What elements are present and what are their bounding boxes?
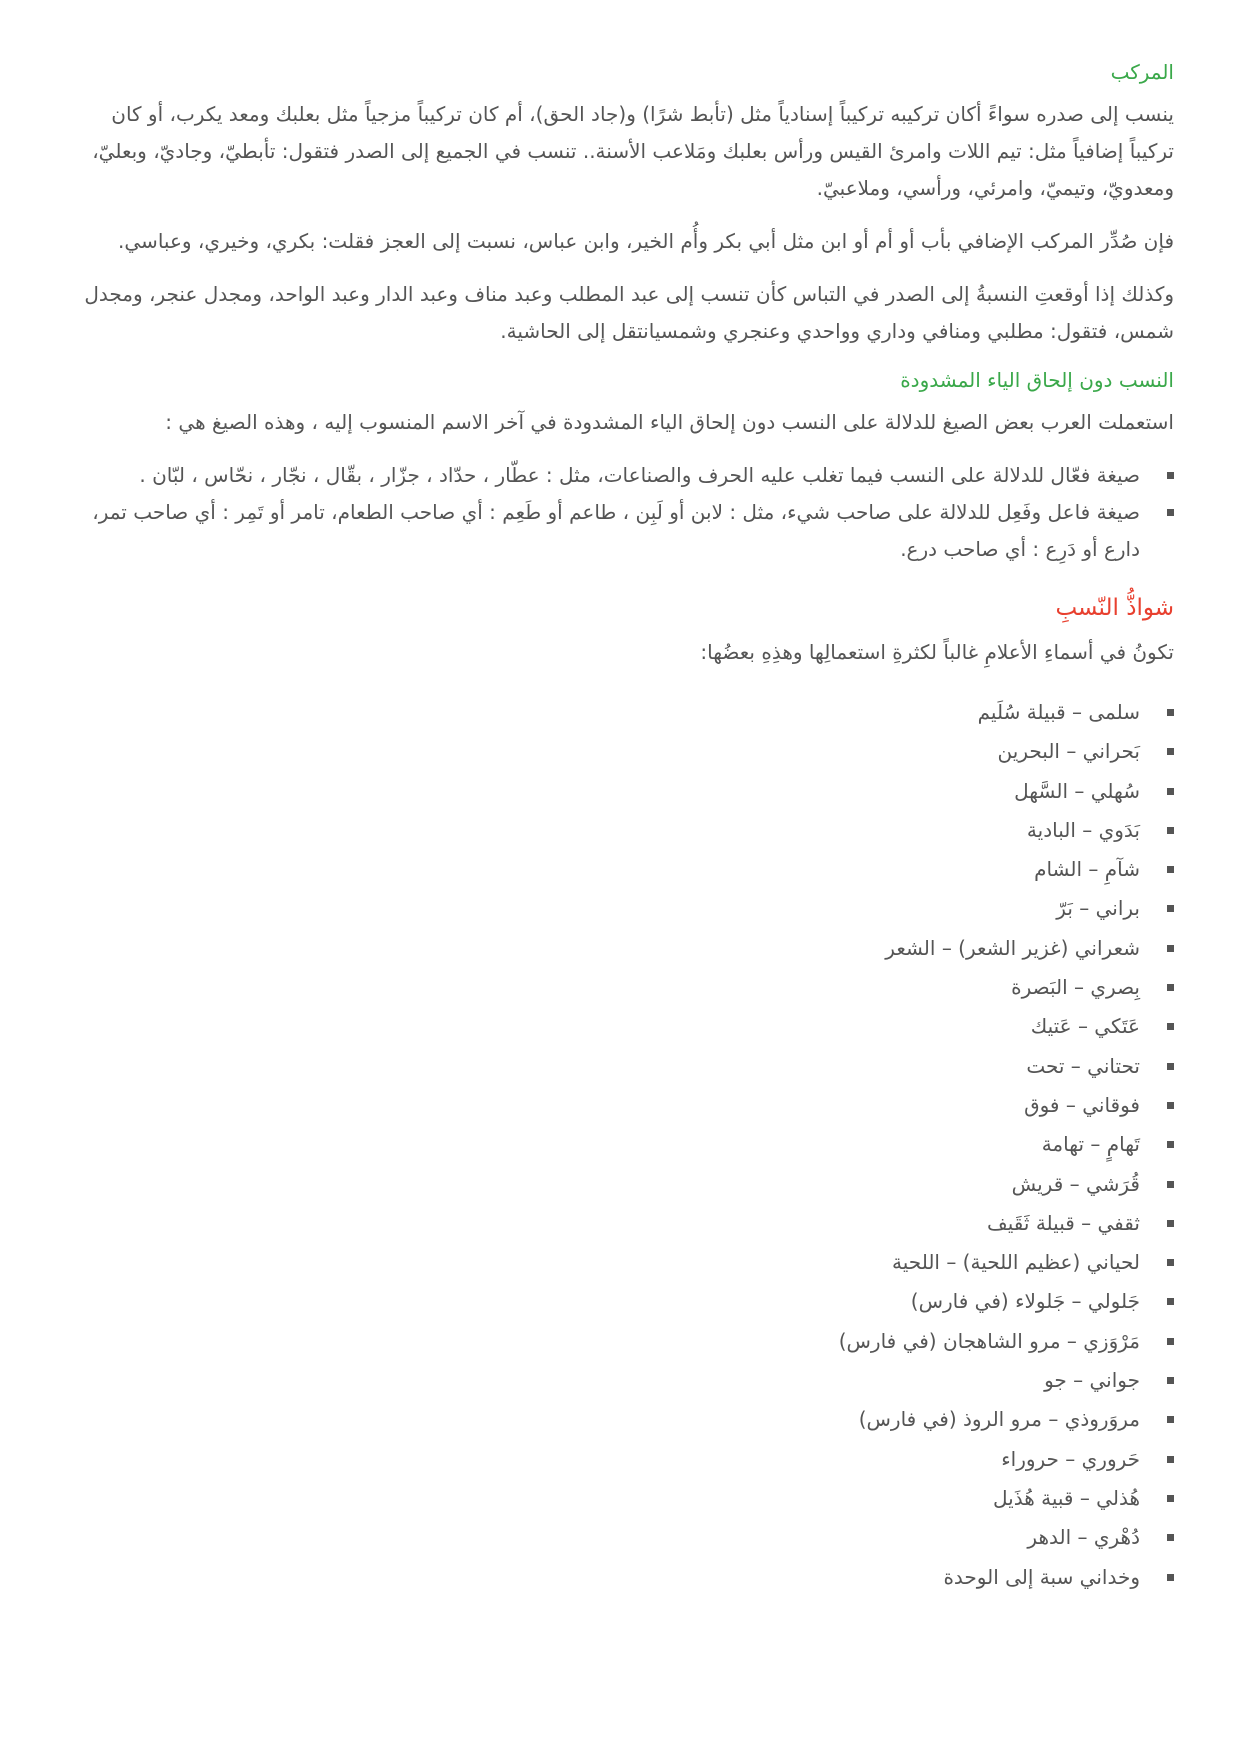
section-title-compound: المركب [1110,60,1174,84]
bullet-icon [1167,827,1174,834]
list-item-text: تحتاني – تحت [1026,1053,1140,1078]
bullet-icon [1167,472,1174,479]
paragraph-no-ya-intro: استعملت العرب بعض الصيغ للدلالة على النسب دون إلحاق الياء المشدودة في آخر الاسم المنسوب إليه ، وهذه الصيغ هي : [165,410,1174,434]
bullet-icon [1167,1338,1174,1345]
list-item-text: تَهامٍ – تهامة [1041,1132,1140,1157]
document-page [80,58,1174,1597]
list-item [80,889,1174,928]
bullet-icon [1167,509,1174,516]
bullet-icon [1167,1534,1174,1541]
paragraph-shawadh-intro: تكونُ في أسماءِ الأعلامِ غالباً لكثرةِ استعمالِها وهذِهِ بعضُها: [700,640,1174,664]
list-item-text: مَرْوَزي – مرو الشاهجان (في فارس) [838,1328,1140,1353]
list-item-text: شعراني (غزير الشعر) – الشعر [885,935,1140,960]
bullet-icon [1167,788,1174,795]
list-item [80,1322,1174,1361]
list-item [80,929,1174,968]
list-item [80,693,1174,732]
bullet-icon [1167,866,1174,873]
list-item [80,772,1174,811]
bullet-icon [1167,945,1174,952]
list-item [80,457,1174,494]
list-item [80,1518,1174,1557]
forms-list [80,457,1174,568]
paragraph-compound-2: فإن صُدِّر المركب الإضافي بأب أو أم أو ابن مثل أبي بكر وأُم الخير، وابن عباس، نسبت إلى العجز فقلت: بكري، وخيري، وعباسي. [118,229,1174,253]
bullet-icon [1167,1495,1174,1502]
list-item-text: مروَروذي – مرو الروذ (في فارس) [858,1407,1140,1432]
list-item [80,1479,1174,1518]
paragraph-compound-1: ينسب إلى صدره سواءً أكان تركيبه تركيباً إسنادياً مثل (تأبط شرًا) و(جاد الحق)، أم كان تركيباً مزجياً مثل بعلبك ومعد يكرب، أو كان تركيباً إضافياً مثل: تيم اللات وامرئ القيس ورأس بعلبك ومَلاعب الأسنة.. تنسب في الجميع إلى الصدر فتقول: تأبطيّ، وجاديّ، وبعليّ، ومعدويّ، وتيميّ، وامرئي، ورأسي، وملاعبيّ. [92,102,1174,200]
list-item [80,1282,1174,1321]
list-item-text: بَحراني – البحرين [997,739,1140,764]
bullet-icon [1167,1298,1174,1305]
list-item [80,1440,1174,1479]
list-item-text: هُذلي – قبية هُذَيل [993,1485,1140,1510]
list-item [80,732,1174,771]
list-item [80,1047,1174,1086]
list-item [80,1086,1174,1125]
bullet-icon [1167,1063,1174,1070]
section-title-no-ya: النسب دون إلحاق الياء المشدودة [900,368,1174,392]
list-item [80,1007,1174,1046]
list-item-text: شآمِ – الشام [1034,857,1140,882]
shawadh-list [80,693,1174,1597]
paragraph-compound-3: وكذلك إذا أوقعتِ النسبةُ إلى الصدر في التباس كأن تنسب إلى عبد المطلب وعبد مناف وعبد الدار وعبد الواحد، ومجدل عنجر، ومجدل شمس، فتقول: مطلبي ومنافي وداري وواحدي وعنجري وشمسيانتقل إلى الحاشية. [84,282,1174,343]
bullet-icon [1167,1377,1174,1384]
list-item [80,1558,1174,1597]
list-item [80,850,1174,889]
bullet-icon [1167,1102,1174,1109]
list-item-text: براني – بَرّ [1056,896,1140,921]
list-item-text: حَروري – حروراء [1001,1446,1140,1471]
list-item-text: جَلولي – جَلولاء (في فارس) [910,1289,1140,1314]
list-item-text: ثقفي – قبيلة ثَقَيف [987,1210,1140,1235]
section-title-shawadh: شواذُّ النّسبِ [1055,595,1174,621]
bullet-icon [1167,1574,1174,1581]
bullet-icon [1167,1259,1174,1266]
list-item-text: وخداني سبة إلى الوحدة [943,1564,1140,1589]
bullet-icon [1167,1456,1174,1463]
list-item [80,1165,1174,1204]
bullet-icon [1167,1181,1174,1188]
bullet-icon [1167,709,1174,716]
list-item [80,494,1174,568]
list-item-text: صيغة فاعل وفَعِل للدلالة على صاحب شيء، مثل : لابن أو لَبِن ، طاعم أو طَعِم : أي صاحب الطعام، تامر أو تَمِر : أي صاحب تمر، دارع أو دَرِع : أي صاحب درع. [92,500,1140,561]
list-item [80,1400,1174,1439]
list-item-text: بِصري – البَصرة [1011,975,1140,1000]
list-item [80,811,1174,850]
bullet-icon [1167,748,1174,755]
list-item-text: جواني – جو [1044,1368,1140,1393]
bullet-icon [1167,905,1174,912]
list-item [80,1204,1174,1243]
list-item-text: سُهلي – السَّهل [1014,778,1140,803]
bullet-icon [1167,1416,1174,1423]
list-item-text: فوقاني – فوق [1024,1092,1140,1117]
list-item-text: صيغة فعّال للدلالة على النسب فيما تغلب عليه الحرف والصناعات، مثل : عطّار ، حدّاد ، جزّار ، بقّال ، نجّار ، نحّاس ، لبّان . [139,463,1140,487]
list-item-text: بَدَوي – البادية [1026,817,1140,842]
bullet-icon [1167,1141,1174,1148]
list-item-text: قُرَشي – قريش [1011,1171,1140,1196]
list-item [80,968,1174,1007]
list-item-text: سلمى – قبيلة سُلَيم [977,700,1140,724]
list-item-text: دُهْري – الدهر [1027,1525,1140,1550]
list-item [80,1243,1174,1282]
list-item [80,1361,1174,1400]
bullet-icon [1167,1220,1174,1227]
list-item-text: لحياني (عظيم اللحية) – اللحية [892,1250,1140,1275]
bullet-icon [1167,984,1174,991]
list-item [80,1125,1174,1164]
bullet-icon [1167,1023,1174,1030]
list-item-text: عَتَكي – عَتيك [1030,1014,1140,1039]
